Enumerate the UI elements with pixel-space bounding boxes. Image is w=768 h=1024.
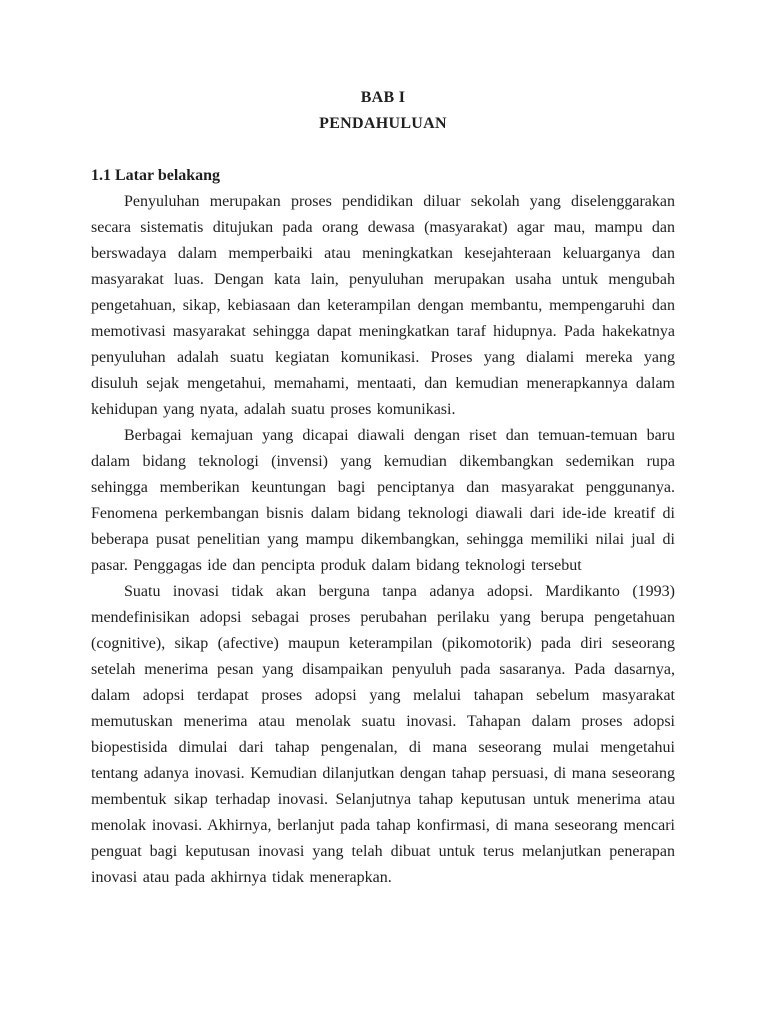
section-heading: 1.1 Latar belakang [91,167,221,184]
chapter-subtitle: PENDAHULUAN [319,115,447,132]
paragraph-2: Berbagai kemajuan yang dicapai diawali dengan riset dan temuan-temuan baru dalam bidang teknologi (invensi) yang kemudian dikembangkan sedemikan rupa sehingga memberikan keuntungan bagi penciptanya dan masyarakat penggunanya. Fenomena perkembangan bisnis dalam bidang teknologi diawali dari ide-ide kreatif di beberapa pusat penelitian yang mampu dikembangkan, sehingga memiliki nilai jual di pasar. Penggagas ide dan pencipta produk dalam bidang teknologi tersebut [91,427,675,574]
paragraph-1: Penyuluhan merupakan proses pendidikan diluar sekolah yang diselenggarakan secara sistematis ditujukan pada orang dewasa (masyarakat) agar mau, mampu dan berswadaya dalam memperbaiki atau meningkatkan kesejahteraan keluarganya dan masyarakat luas. Dengan kata lain, penyuluhan merupakan usaha untuk mengubah pengetahuan, sikap, kebiasaan dan keterampilan dengan membantu, mempengaruhi dan memotivasi masyarakat sehingga dapat meningkatkan taraf hidupnya. Pada hakekatnya penyuluhan adalah suatu kegiatan komunikasi. Proses yang dialami mereka yang disuluh sejak mengetahui, memahami, mentaati, dan kemudian menerapkannya dalam kehidupan yang nyata, adalah suatu proses komunikasi. [91,193,675,418]
chapter-title: BAB I [360,89,406,106]
paragraph-3: Suatu inovasi tidak akan berguna tanpa adanya adopsi. Mardikanto (1993) mendefinisikan adopsi sebagai proses perubahan perilaku yang berupa pengetahuan (cognitive), sikap (afective) maupun keterampilan (pikomotorik) pada diri seseorang setelah menerima pesan yang disampaikan penyuluh pada sasaranya. Pada dasarnya, dalam adopsi terdapat proses adopsi yang melalui tahapan sebelum masyarakat memutuskan menerima atau menolak suatu inovasi. Tahapan dalam proses adopsi biopestisida dimulai dari tahap pengenalan, di mana seseorang mulai mengetahui tentang adanya inovasi. Kemudian dilanjutkan dengan tahap persuasi, di mana seseorang membentuk sikap terhadap inovasi. Selanjutnya tahap keputusan untuk menerima atau menolak inovasi. Akhirnya, berlanjut pada tahap konfirmasi, di mana seseorang mencari penguat bagi keputusan inovasi yang telah dibuat untuk terus melanjutkan penerapan inovasi atau pada akhirnya tidak menerapkan. [91,583,675,886]
